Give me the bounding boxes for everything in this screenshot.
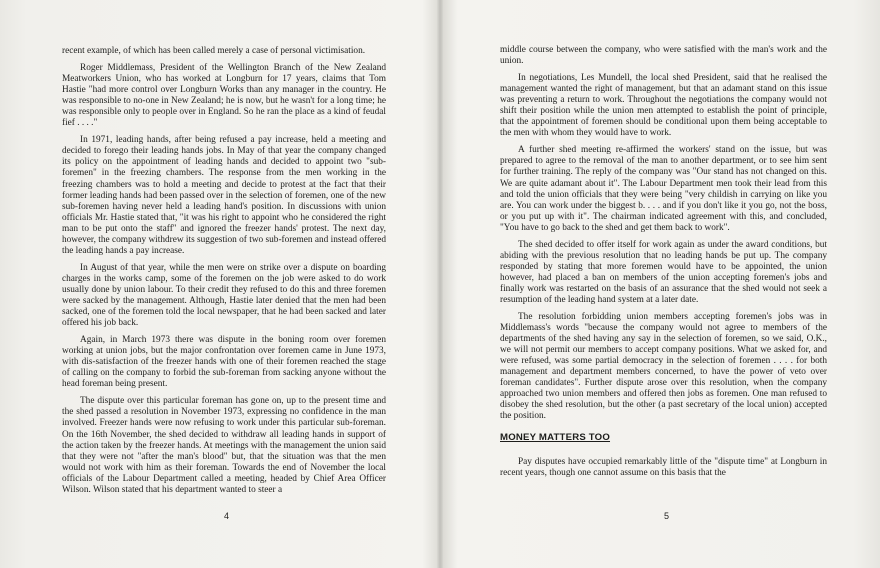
paragraph: In 1971, leading hands, after being refused a pay increase, held a meeting and decided to forego their leading hands jobs. In May of that year the company changed its policy on the appointment of leading hands and decided to appoint two "sub-foremen" in the freezing chambers. The response from the men working in the freezing chambers was to hold a meeting and decide to protest at the fact that their former leading hands had been passed over in the selection of foremen, one of the new sub-foremen having never held a leading hand's position. In discussions with union officials Mr. Hastie stated that, "it was his right to appoint who he considered the right man to be put onto the staff" and ignored the freezer hands' protest. The next day, however, the company withdrew its suggestion of two sub-foremen and instead offered the leading hands a pay increase. [62, 135, 386, 256]
paragraph: The shed decided to offer itself for work again as under the award conditions, but abiding with the previous resolution that no leading hands be put up. The company responded by stating that more foremen would have to be appointed, the union however, had placed a ban on members of the union accepting foremen's jobs and finally work was restarted on the basis of an assurance that the shed would not seek a resumption of the leading hand system at a later date. [500, 239, 827, 305]
page-number: 5 [664, 511, 670, 521]
right-page [440, 0, 880, 568]
paragraph: recent example, of which has been called merely a case of personal victimisation. [62, 46, 366, 56]
page-number: 4 [224, 511, 230, 521]
paragraph: Again, in March 1973 there was dispute in the boning room over foremen working at union jobs, but the major confrontation over foremen came in June 1973, with dis-satisfaction of the freezer hands with one of their foremen reached the stage of calling on the company to forbid the sub-foreman from sacking anyone without the head foreman being present. [62, 335, 386, 390]
paragraph: Pay disputes have occupied remarkably little of the "dispute time" at Longburn in recent years, though one cannot assume on this basis that the [500, 456, 827, 478]
section-heading: MONEY MATTERS TOO [500, 431, 611, 443]
paragraph: The dispute over this particular foreman has gone on, up to the present time and the shed passed a resolution in November 1973, expressing no confidence in the man involved. Freezer hands were now refusing to work under this particular sub-foreman. On the 16th November, the shed decided to withdraw all leading hands in support of the action taken by the freezer hands. At meetings with the management the union said that they were not "after the man's blood" but, that the situation was that the men would not work with him as their foreman. Towards the end of November the local officials of the Labour Department called a meeting, headed by Chief Area Officer Wilson. Wilson stated that his department wanted to steer a [62, 396, 386, 495]
paragraph: In negotiations, Les Mundell, the local shed President, said that he realised the management wanted the right of management, but that an adamant stand on this issue was preventing a return to work. Throughout the negotiations the company would not shift their position while the union men attempted to establish the point of principle, that the appointment of foremen should be conditional upon them being acceptable to the men with whom they would have to work. [500, 73, 827, 139]
paragraph: Roger Middlemass, President of the Wellington Branch of the New Zealand Meatworkers Union, who has worked at Longburn for 17 years, claims that Tom Hastie "had more control over Longburn Works than any manager in the country. He was responsible to no-one in New Zealand; he is now, but he wasn't for a long time; he was responsible only to people over in England. So he ran the place as a kind of feudal fief . . . ." [62, 63, 386, 129]
paragraph: The resolution forbidding union members accepting foremen's jobs was in Middlemass's words "because the company would not agree to members of the departments of the shed having any say in the selection of foremen, so we said, O.K., we will not permit our members to accept company positions. What we asked for, and were refused, was some partial democracy in the selection of foremen . . . . for both management and department members concerned, to have the power of veto over foreman candidates". Further dispute arose over this resolution, when the company approached two union members and offered then jobs as foremen. One man refused to disobey the shed resolution, but the other (a past secretary of the local union) accepted the position. [500, 312, 827, 422]
right-text-column [500, 45, 827, 485]
paragraph: middle course between the company, who were satisfied with the man's work and the union. [500, 45, 827, 67]
paragraph: A further shed meeting re-affirmed the workers' stand on the issue, but was prepared to agree to the removal of the man to another department, or to see him sent for further training. The reply of the company was "Our stand has not changed on this. We are quite adamant about it". The Labour Department men took their lead from this and told the union officials that they were being "very childish in carrying on like you are. You can work under the biggest b. . . . and if you don't like it you go, not the boss, or you put up with it". The chairman indicated agreement with this, and concluded, "You have to go back to the shed and get them back to work". [500, 145, 827, 233]
left-text-column [62, 46, 386, 502]
paragraph: In August of that year, while the men were on strike over a dispute on boarding charges in the works camp, some of the foremen on the job were asked to do work usually done by union labour. To their credit they refused to do this and three foremen were sacked by the management. Although, Hastie later denied that the men had been sacked, one of the foremen told the local newspaper, that he had been sacked and later offered his job back. [62, 262, 386, 329]
